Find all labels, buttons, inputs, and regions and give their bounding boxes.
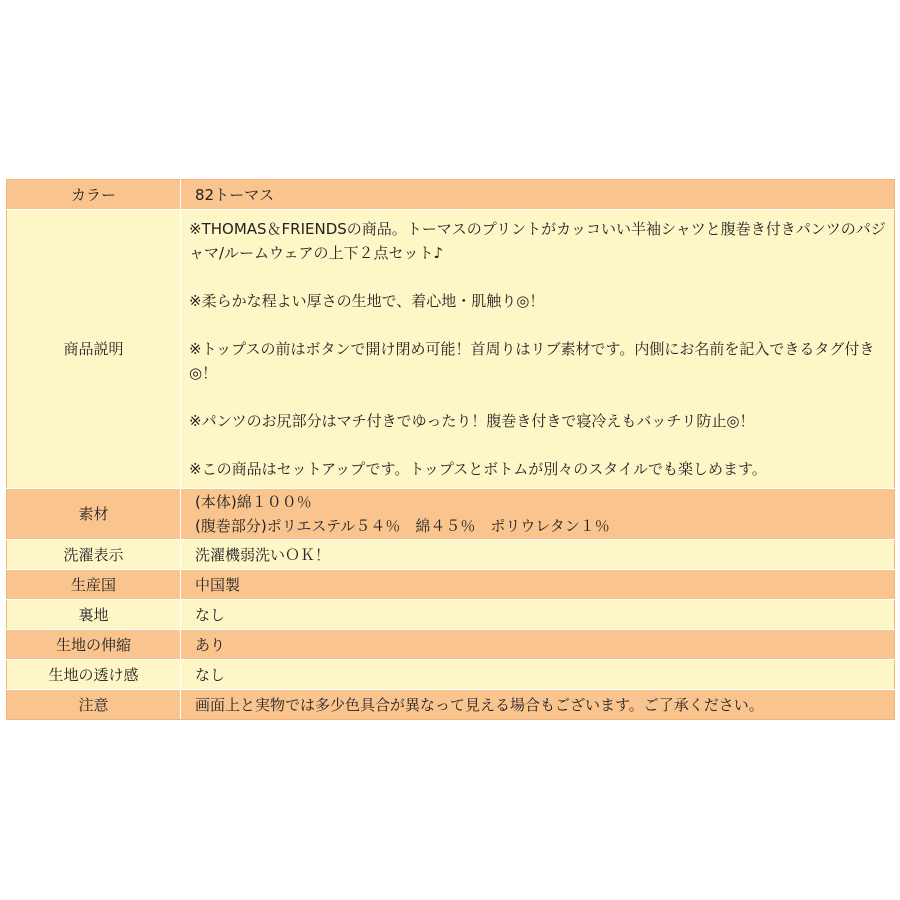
spec-row-stretch: [7, 630, 895, 660]
spec-label-color: カラー: [7, 180, 181, 210]
material-line: (腹巻部分)ポリエステル５４％ 綿４５％ ポリウレタン１％: [195, 517, 610, 535]
spec-row-color: [7, 180, 895, 210]
spec-label-description: 商品説明: [7, 210, 181, 489]
spec-row-description: [7, 210, 895, 489]
description-paragraph: ※THOMAS＆FRIENDSの商品。トーマスのプリントがカッコいい半袖シャツと腹巻き付きパンツのパジャマ/ルームウェアの上下２点セット♪: [189, 220, 886, 262]
material-line: (本体)綿１００％: [195, 493, 312, 511]
spec-value-stretch: あり: [181, 630, 895, 660]
spec-label-washing: 洗濯表示: [7, 540, 181, 570]
spec-value-note: 画面上と実物では多少色具合が異なって見える場合もございます。ご了承ください。: [181, 690, 895, 720]
spec-row-note: [7, 690, 895, 720]
spec-row-lining: [7, 600, 895, 630]
spec-value-color: 82トーマス: [181, 180, 895, 210]
spec-value-material: [181, 489, 895, 540]
spec-row-washing: [7, 540, 895, 570]
spec-label-material: 素材: [7, 489, 181, 540]
product-spec-table: [6, 179, 895, 720]
spec-label-lining: 裏地: [7, 600, 181, 630]
description-paragraph: ※パンツのお尻部分はマチ付きでゆったり！腹巻き付きで寝冷えもバッチリ防止◎！: [189, 412, 755, 430]
spec-row-material: [7, 489, 895, 540]
spec-value-sheerness: なし: [181, 660, 895, 690]
spec-label-sheerness: 生地の透け感: [7, 660, 181, 690]
spec-row-origin: [7, 570, 895, 600]
spec-label-origin: 生産国: [7, 570, 181, 600]
spec-value-origin: 中国製: [181, 570, 895, 600]
spec-value-lining: なし: [181, 600, 895, 630]
spec-label-stretch: 生地の伸縮: [7, 630, 181, 660]
description-paragraph: ※この商品はセットアップです。トップスとボトムが別々のスタイルでも楽しめます。: [189, 460, 767, 478]
spec-value-description: [181, 210, 895, 489]
spec-row-sheerness: [7, 660, 895, 690]
spec-value-washing: 洗濯機弱洗いＯＫ！: [181, 540, 895, 570]
description-paragraph: ※柔らかな程よい厚さの生地で、着心地・肌触り◎！: [189, 292, 545, 310]
description-paragraph: ※トップスの前はボタンで開け閉め可能！首周りはリブ素材です。内側にお名前を記入できるタグ付き◎！: [189, 340, 875, 382]
spec-label-note: 注意: [7, 690, 181, 720]
